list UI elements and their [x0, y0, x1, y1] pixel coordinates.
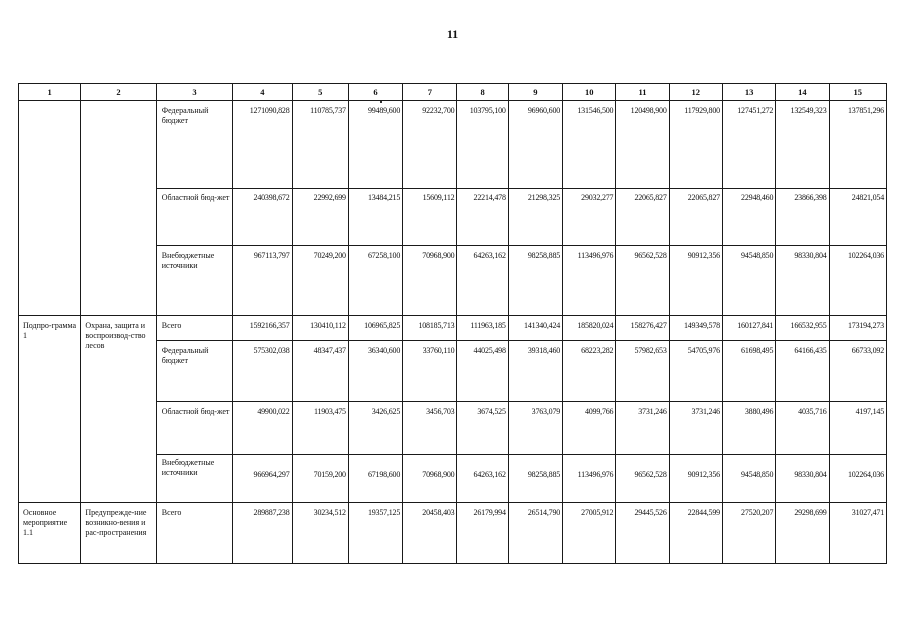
value-cell: 94548,850 [722, 246, 775, 316]
value-cell: 1271090,828 [233, 101, 292, 189]
value-cell: 26514,790 [508, 503, 562, 564]
value-cell: 3426,625 [348, 402, 402, 455]
value-cell: 21298,325 [508, 189, 562, 246]
value-cell: 3763,079 [508, 402, 562, 455]
table-row [19, 316, 887, 341]
subprogram-label: Подпро-грамма 1 [19, 316, 81, 503]
value-cell: 26179,994 [457, 503, 508, 564]
value-cell: 96562,528 [616, 246, 669, 316]
value-cell: 120498,900 [616, 101, 669, 189]
header-cell: 14 [776, 84, 829, 101]
value-cell: 61698,495 [722, 341, 775, 402]
value-cell: 98258,885 [508, 455, 562, 503]
value-cell: 141340,424 [508, 316, 562, 341]
value-cell: 15609,112 [403, 189, 457, 246]
header-cell: 5 [292, 84, 348, 101]
value-cell: 166532,955 [776, 316, 829, 341]
value-cell: 22065,827 [669, 189, 722, 246]
measure-label: Основное мероприятие 1.1 [19, 503, 81, 564]
value-cell: 57982,653 [616, 341, 669, 402]
value-cell: 3674,525 [457, 402, 508, 455]
source-label: Внебюджетные источники [156, 246, 232, 316]
source-label: Областной бюд-жет [156, 402, 232, 455]
value-cell: 130410,112 [292, 316, 348, 341]
empty-cell [19, 101, 81, 316]
source-label: Всего [156, 316, 232, 341]
value-cell: 22948,460 [722, 189, 775, 246]
value-cell: 31027,471 [829, 503, 886, 564]
value-cell: 70968,900 [403, 455, 457, 503]
value-cell: 131546,500 [563, 101, 616, 189]
table-body [19, 84, 887, 564]
table-row [19, 101, 887, 189]
value-cell: 44025,498 [457, 341, 508, 402]
value-cell: 1592166,357 [233, 316, 292, 341]
header-cell: 9 [508, 84, 562, 101]
value-cell: 3456,703 [403, 402, 457, 455]
value-cell: 132549,323 [776, 101, 829, 189]
value-cell: 33760,110 [403, 341, 457, 402]
source-label: Внебюджетные источники [156, 455, 232, 503]
value-cell: 240398,672 [233, 189, 292, 246]
value-cell: 149349,578 [669, 316, 722, 341]
source-label: Федеральный бюджет [156, 341, 232, 402]
value-cell: 90912,356 [669, 246, 722, 316]
header-cell: 10 [563, 84, 616, 101]
value-cell: 160127,841 [722, 316, 775, 341]
header-cell: 15 [829, 84, 886, 101]
value-cell: 98330,804 [776, 455, 829, 503]
value-cell: 70249,200 [292, 246, 348, 316]
value-cell: 36340,600 [348, 341, 402, 402]
value-cell: 68223,282 [563, 341, 616, 402]
value-cell: 29032,277 [563, 189, 616, 246]
empty-cell [81, 101, 156, 316]
value-cell: 113496,976 [563, 455, 616, 503]
value-cell: 29298,699 [776, 503, 829, 564]
value-cell: 49900,022 [233, 402, 292, 455]
value-cell: 967113,797 [233, 246, 292, 316]
value-cell: 94548,850 [722, 455, 775, 503]
value-cell: 3880,496 [722, 402, 775, 455]
value-cell: 13484,215 [348, 189, 402, 246]
header-cell: 11 [616, 84, 669, 101]
header-cell: 13 [722, 84, 775, 101]
value-cell: 102264,036 [829, 246, 886, 316]
value-cell: 48347,437 [292, 341, 348, 402]
value-cell: 158276,427 [616, 316, 669, 341]
source-label: Всего [156, 503, 232, 564]
value-cell: 27005,912 [563, 503, 616, 564]
budget-table [18, 83, 887, 564]
value-cell: 4197,145 [829, 402, 886, 455]
header-cell: 4 [233, 84, 292, 101]
header-cell: 6 [348, 84, 402, 101]
value-cell: 64263,162 [457, 455, 508, 503]
value-cell: 98258,885 [508, 246, 562, 316]
subprogram-title: Охрана, защита и воспроизвод-ство лесов [81, 316, 156, 503]
value-cell: 30234,512 [292, 503, 348, 564]
value-cell: 4035,716 [776, 402, 829, 455]
value-cell: 22214,478 [457, 189, 508, 246]
value-cell: 92232,700 [403, 101, 457, 189]
value-cell: 137851,296 [829, 101, 886, 189]
value-cell: 3731,246 [669, 402, 722, 455]
value-cell: 96562,528 [616, 455, 669, 503]
value-cell: 99489,600 [348, 101, 402, 189]
value-cell: 113496,976 [563, 246, 616, 316]
value-cell: 11903,475 [292, 402, 348, 455]
value-cell: 67258,100 [348, 246, 402, 316]
value-cell: 117929,800 [669, 101, 722, 189]
value-cell: 70968,900 [403, 246, 457, 316]
value-cell: 173194,273 [829, 316, 886, 341]
value-cell: 64263,162 [457, 246, 508, 316]
value-cell: 4099,766 [563, 402, 616, 455]
value-cell: 575302,038 [233, 341, 292, 402]
value-cell: 54705,976 [669, 341, 722, 402]
value-cell: 29445,526 [616, 503, 669, 564]
value-cell: 66733,092 [829, 341, 886, 402]
source-label: Областной бюд-жет [156, 189, 232, 246]
value-cell: 64166,435 [776, 341, 829, 402]
value-cell: 185820,024 [563, 316, 616, 341]
header-cell: 8 [457, 84, 508, 101]
value-cell: 127451,272 [722, 101, 775, 189]
value-cell: 98330,804 [776, 246, 829, 316]
value-cell: 22844,599 [669, 503, 722, 564]
value-cell: 111963,185 [457, 316, 508, 341]
value-cell: 23866,398 [776, 189, 829, 246]
header-cell: 2 [81, 84, 156, 101]
value-cell: 22065,827 [616, 189, 669, 246]
value-cell: 19357,125 [348, 503, 402, 564]
value-cell: 90912,356 [669, 455, 722, 503]
header-cell: 3 [156, 84, 232, 101]
value-cell: 24821,054 [829, 189, 886, 246]
value-cell: 289887,238 [233, 503, 292, 564]
value-cell: 39318,460 [508, 341, 562, 402]
value-cell: 106965,825 [348, 316, 402, 341]
value-cell: 102264,036 [829, 455, 886, 503]
table-row [19, 503, 887, 564]
value-cell: 103795,100 [457, 101, 508, 189]
header-cell: 7 [403, 84, 457, 101]
value-cell: 96960,600 [508, 101, 562, 189]
value-cell: 110785,737 [292, 101, 348, 189]
value-cell: 3731,246 [616, 402, 669, 455]
value-cell: 67198,600 [348, 455, 402, 503]
header-cell: 12 [669, 84, 722, 101]
value-cell: 22992,699 [292, 189, 348, 246]
header-row [19, 84, 887, 101]
value-cell: 70159,200 [292, 455, 348, 503]
value-cell: 108185,713 [403, 316, 457, 341]
value-cell: 27520,207 [722, 503, 775, 564]
value-cell: 966964,297 [233, 455, 292, 503]
value-cell: 20458,403 [403, 503, 457, 564]
source-label: Федеральный бюджет [156, 101, 232, 189]
header-cell: 1 [19, 84, 81, 101]
measure-title: Предупрежде-ние возникно-вения и рас-пространения [81, 503, 156, 564]
page-number: 11 [446, 27, 459, 41]
